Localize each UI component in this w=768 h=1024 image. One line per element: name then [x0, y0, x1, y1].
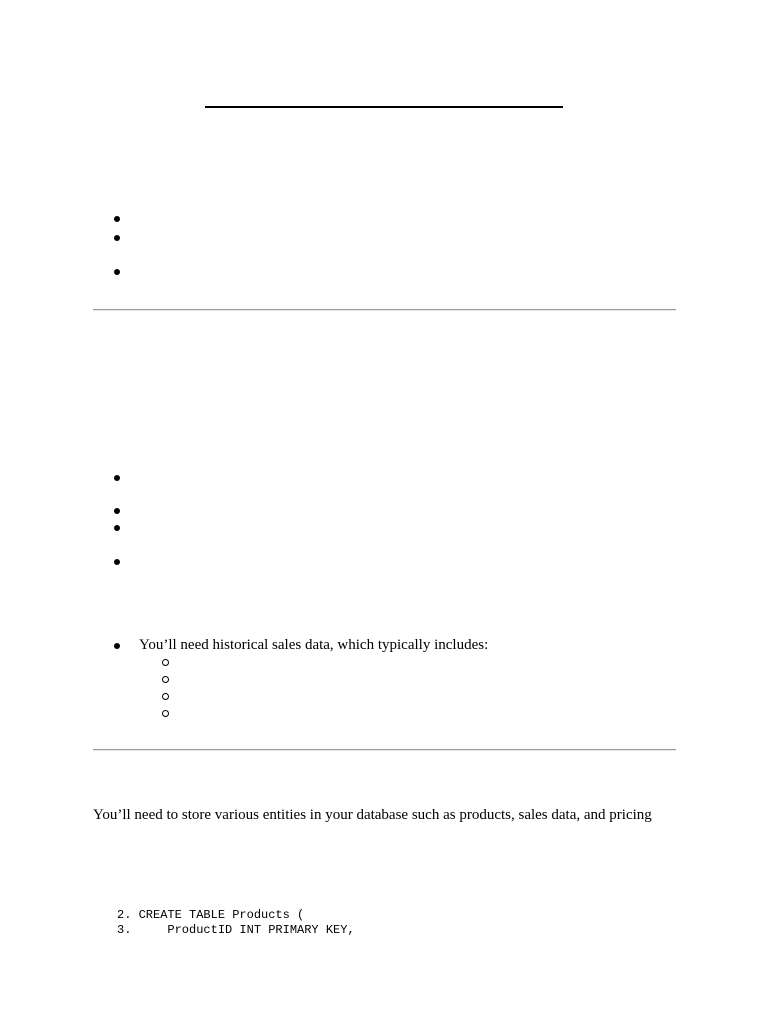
- code-line: 2. CREATE TABLE Products (: [117, 908, 305, 922]
- title-underline: [205, 106, 563, 108]
- code-line: 3. ProductID INT PRIMARY KEY,: [117, 923, 355, 937]
- bullet-marker: [114, 235, 120, 241]
- bullet-marker: [114, 508, 120, 514]
- bullet-marker: [114, 475, 120, 481]
- sales-data-bullet-text: You’ll need historical sales data, which typically includes:: [139, 637, 489, 653]
- sub-bullet-marker: [162, 693, 169, 700]
- horizontal-rule: [93, 309, 676, 311]
- bullet-marker: [114, 216, 120, 222]
- sub-bullet-marker: [162, 710, 169, 717]
- database-paragraph: You’ll need to store various entities in your database such as products, sales data, and pricing: [93, 807, 652, 823]
- sub-bullet-marker: [162, 659, 169, 666]
- sub-bullet-marker: [162, 676, 169, 683]
- bullet-marker: [114, 643, 120, 649]
- horizontal-rule: [93, 749, 676, 751]
- bullet-marker: [114, 525, 120, 531]
- bullet-marker: [114, 559, 120, 565]
- bullet-marker: [114, 269, 120, 275]
